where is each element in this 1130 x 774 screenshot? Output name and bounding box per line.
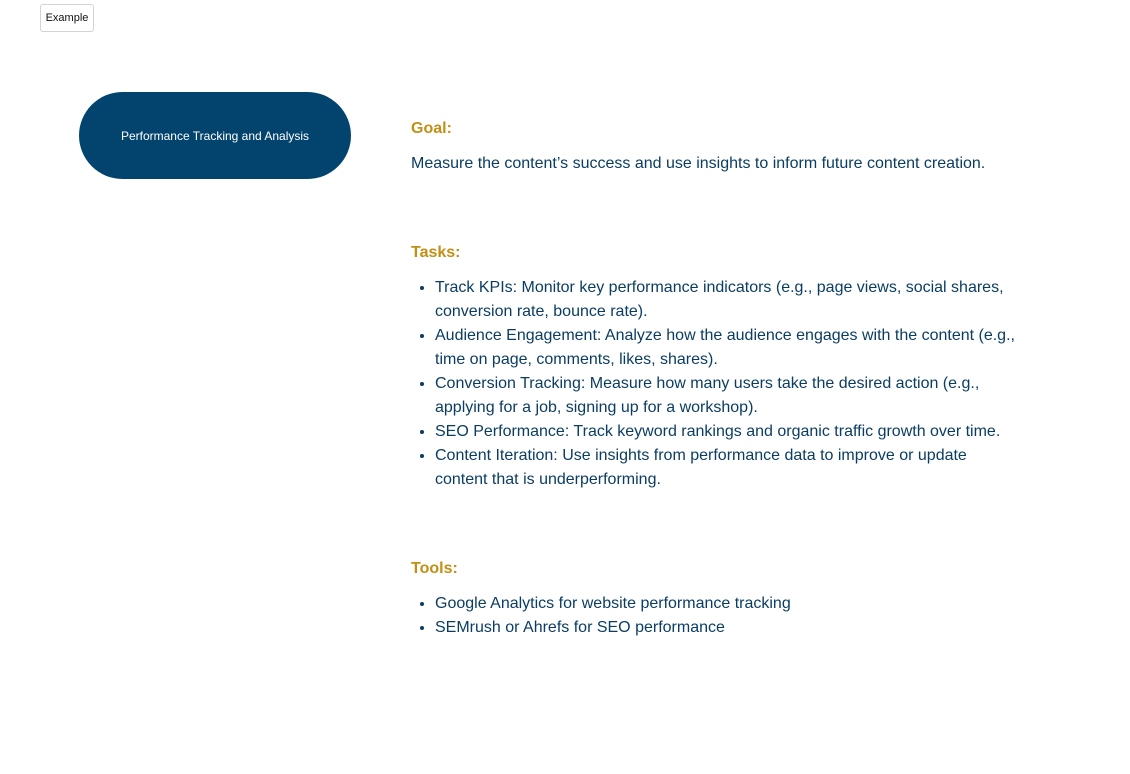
stage-pill — [79, 92, 351, 179]
task-item: • SEO Performance: Track keyword rankings and organic traffic growth over time. — [435, 420, 1015, 444]
tools-section — [411, 558, 1051, 640]
task-item: • Audience Engagement: Analyze how the audience engages with the content (e.g., time on page, comments, likes, shares). — [435, 324, 1015, 372]
task-item: • Content Iteration: Use insights from performance data to improve or update content that is underperforming. — [435, 444, 1015, 492]
tool-item: • Google Analytics for website performance tracking — [435, 592, 1015, 616]
tool-item: • SEMrush or Ahrefs for SEO performance — [435, 616, 1015, 640]
tasks-heading: Tasks: — [411, 244, 461, 261]
example-tag: Example — [40, 4, 94, 32]
tools-list — [411, 592, 1051, 640]
task-item: • Track KPIs: Monitor key performance indicators (e.g., page views, social shares, conversion rate, bounce rate). — [435, 276, 1015, 324]
tools-heading: Tools: — [411, 560, 458, 577]
stage-label: Performance Tracking and Analysis — [120, 128, 310, 143]
tasks-list — [411, 276, 1051, 492]
goal-section — [411, 118, 1051, 176]
goal-text: Measure the content’s success and use insights to inform future content creation. — [411, 155, 986, 172]
goal-heading: Goal: — [411, 120, 452, 137]
stage-details — [411, 118, 1051, 640]
tasks-section — [411, 242, 1051, 492]
task-item: • Conversion Tracking: Measure how many users take the desired action (e.g., applying for a job, signing up for a workshop). — [435, 372, 1015, 420]
